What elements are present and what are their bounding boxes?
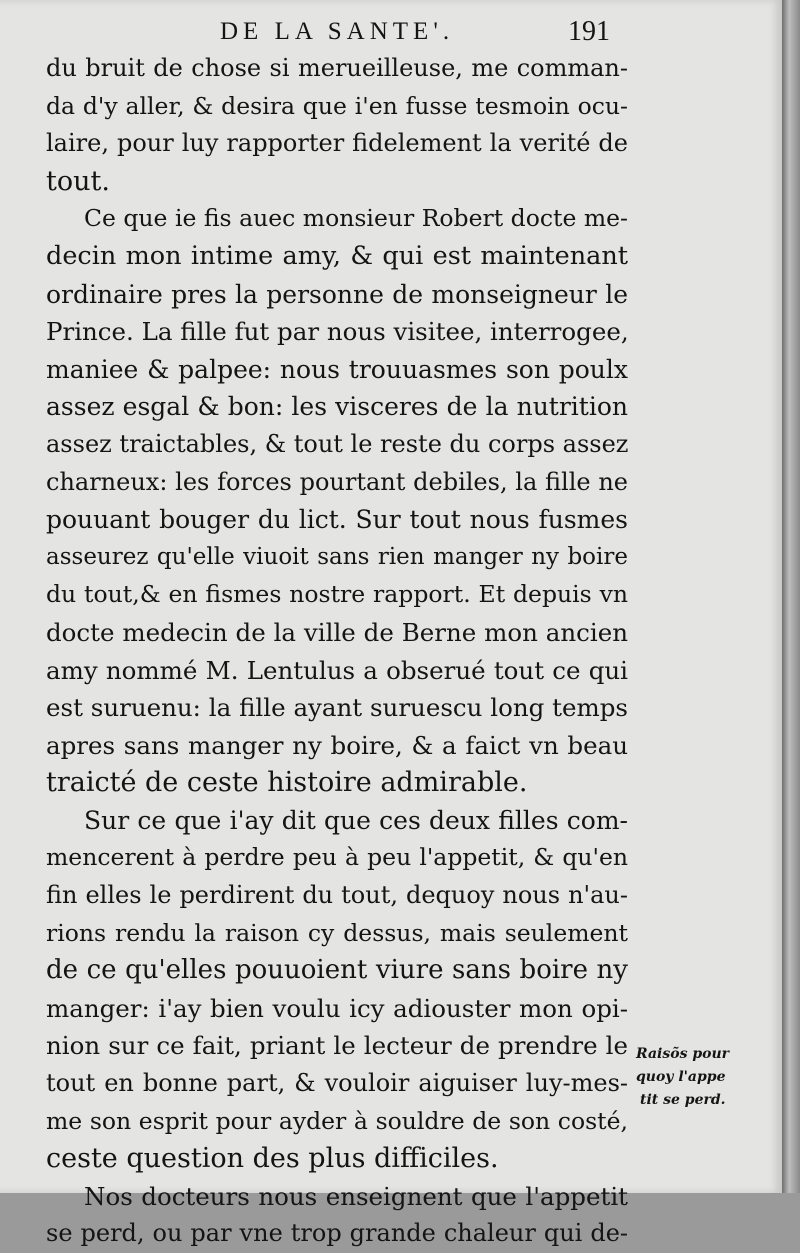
text-line: apres sans manger ny boire, & a faict vn beau bbox=[46, 730, 628, 760]
text-line: mencerent à perdre peu à peu l'appetit, & qu'en bbox=[46, 843, 628, 872]
text-line: manger: i'ay bien voulu icy adiouster mon opi- bbox=[46, 993, 628, 1023]
running-head bbox=[0, 14, 782, 54]
text-line: amy nommé M. Lentulus a obserué tout ce qui bbox=[46, 655, 628, 685]
text-line: assez esgal & bon: les visceres de la nutrition bbox=[46, 392, 628, 422]
text-line: laire, pour luy rapporter fidelement la verité de bbox=[46, 129, 628, 158]
text-line: docte medecin de la ville de Berne mon ancien bbox=[46, 617, 628, 647]
text-line: tout en bonne part, & vouloir aiguiser luy-mes- bbox=[46, 1069, 628, 1098]
text-line: traicté de ceste histoire admirable. bbox=[46, 767, 528, 799]
body-text bbox=[46, 50, 628, 1253]
text-line: ordinaire pres la personne de monseigneur le bbox=[46, 279, 628, 309]
text-line: assez traictables, & tout le reste du corps assez bbox=[46, 429, 629, 458]
text-line: est suruenu: la fille ayant suruescu long temps bbox=[46, 693, 628, 723]
text-line: Sur ce que i'ay dit que ces deux filles com- bbox=[84, 805, 628, 835]
text-line: se perd, ou par vne trop grande chaleur qui de- bbox=[46, 1219, 628, 1248]
text-line: du bruit de chose si merueilleuse, me comman- bbox=[46, 54, 628, 82]
text-line: Nos docteurs nous enseignent que l'appetit bbox=[84, 1181, 628, 1211]
text-line: maniee & palpee: nous trouuasmes son poulx bbox=[46, 354, 628, 384]
text-line: asseurez qu'elle viuoit sans rien manger ny boire bbox=[46, 543, 628, 570]
page-edge bbox=[782, 0, 800, 1193]
text-line: pouuant bouger du lict. Sur tout nous fusmes bbox=[46, 505, 628, 535]
marginal-note-line: tit se perd. bbox=[640, 1092, 726, 1108]
text-line: da d'y aller, & desira que i'en fusse tesmoin ocu- bbox=[46, 91, 628, 120]
marginal-note bbox=[636, 1043, 766, 1112]
text-line: tout. bbox=[46, 165, 110, 197]
text-line: decin mon intime amy, & qui est maintenant bbox=[46, 240, 628, 271]
text-line: nion sur ce fait, priant le lecteur de prendre le bbox=[46, 1031, 628, 1061]
text-line: fin elles le perdirent du tout, dequoy nous n'au- bbox=[46, 881, 628, 910]
text-line: Prince. La fille fut par nous visitee, interrogee, bbox=[46, 317, 629, 347]
text-line: me son esprit pour ayder à souldre de son costé, bbox=[46, 1106, 628, 1135]
marginal-note-line: Raisõs pour bbox=[636, 1046, 730, 1062]
marginal-note-line: quoy l'appe bbox=[636, 1069, 726, 1085]
text-line: ceste question des plus difficiles. bbox=[46, 1143, 499, 1175]
page-number: 191 bbox=[568, 16, 610, 47]
text-line: charneux: les forces pourtant debiles, la fille ne bbox=[46, 467, 628, 496]
text-line: rions rendu la raison cy dessus, mais seulement bbox=[46, 918, 628, 947]
text-line: du tout,& en fismes nostre rapport. Et depuis vn bbox=[46, 580, 628, 609]
text-line: de ce qu'elles pouuoient viure sans boire ny bbox=[46, 955, 628, 986]
text-line: Ce que ie fis auec monsieur Robert docte me- bbox=[84, 204, 628, 233]
running-title: DE LA SANTE'. bbox=[220, 18, 455, 45]
